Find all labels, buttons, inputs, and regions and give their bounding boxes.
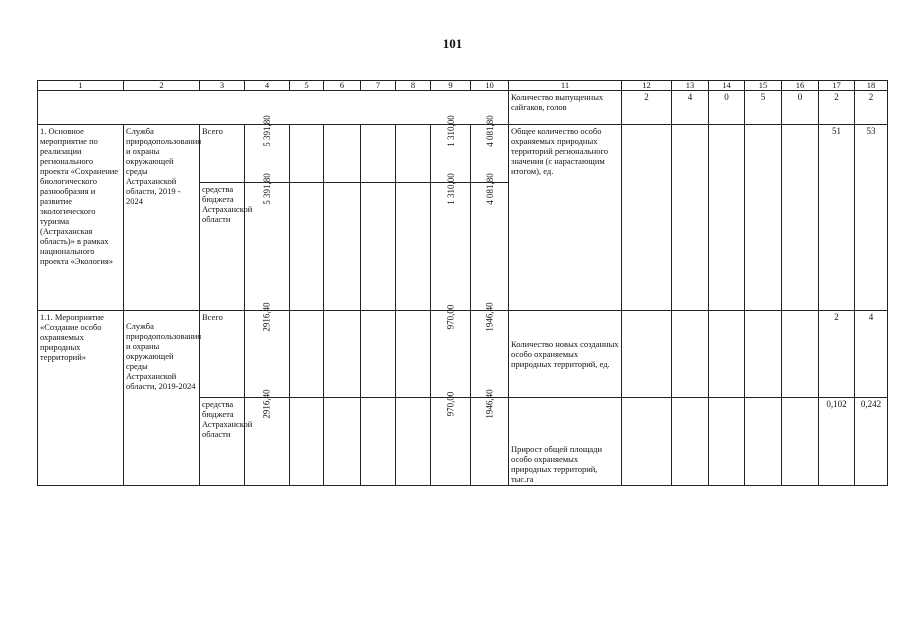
empty-cell <box>396 125 431 183</box>
item1-budget-col9 <box>431 173 471 311</box>
item11-total-col9 <box>431 304 471 398</box>
value-col17: 2 <box>819 91 855 125</box>
empty-cell <box>745 311 782 398</box>
empty-cell <box>324 183 361 311</box>
col-number: 11 <box>509 81 622 91</box>
value-col16: 0 <box>782 91 819 125</box>
item11-a-value-col17: 2 <box>819 311 855 398</box>
col-number: 15 <box>745 81 782 91</box>
col-number: 4 <box>245 81 290 91</box>
amount-text: 970,00 <box>445 304 456 330</box>
value-col18: 2 <box>855 91 888 125</box>
empty-cell <box>745 398 782 486</box>
item11-b-value-col17: 0,102 <box>819 398 855 486</box>
col-number: 9 <box>431 81 471 91</box>
item1-value-col18: 53 <box>855 125 888 311</box>
amount-text: 4 081,80 <box>484 115 495 147</box>
amount-text: 1946,40 <box>484 302 495 332</box>
source-budget: средства бюджета Астраханской области <box>200 183 245 311</box>
col-number: 2 <box>124 81 200 91</box>
col-number: 1 <box>38 81 124 91</box>
col-number: 18 <box>855 81 888 91</box>
col-number: 12 <box>622 81 672 91</box>
source-total: Всего <box>200 125 245 183</box>
amount-text: 5 391,80 <box>262 115 272 147</box>
amount-text: 1 310,00 <box>445 115 456 147</box>
empty-cell <box>290 125 324 183</box>
page-number: 101 <box>442 36 463 51</box>
col-number: 17 <box>819 81 855 91</box>
empty-cell <box>745 125 782 311</box>
empty-cell <box>672 125 709 311</box>
empty-cell <box>396 183 431 311</box>
value-col12: 2 <box>622 91 672 125</box>
item1-title: 1. Основное мероприятие по реализации регионального проекта «Сохранение биологического разнообразия и развитие экологического туризма (Астраханская область)» в рамках национального проекта «Экология» <box>38 125 124 311</box>
empty-cell <box>324 398 361 486</box>
empty-cell <box>290 311 324 398</box>
item1-value-col17: 51 <box>819 125 855 311</box>
indicator-saiga: Количество выпущенных сайгаков, голов <box>509 91 622 125</box>
item11-total-row <box>38 311 888 398</box>
saiga-indicator-row <box>38 91 888 125</box>
item11-total-col10 <box>471 302 509 398</box>
item1-budget-col4 <box>245 173 290 311</box>
empty-cell <box>622 311 672 398</box>
empty-cell <box>782 398 819 486</box>
source-budget: средства бюджета Астраханской области <box>200 398 245 486</box>
amount-text: 5 391,80 <box>262 173 272 205</box>
item1-total-row <box>38 125 888 183</box>
item1-indicator: Общее количество особо охраняемых природных территорий регионального значения (с нарастающим итогом), ед. <box>509 125 622 311</box>
col-number: 10 <box>471 81 509 91</box>
col-number: 5 <box>290 81 324 91</box>
item11-title: 1.1. Мероприятие «Создание особо охраняемых природных территорий» <box>38 311 124 486</box>
item11-executor: Служба природопользования и охраны окружающей среды Астраханской области, 2019-2024 <box>124 311 200 486</box>
empty-cell <box>396 311 431 398</box>
col-number: 13 <box>672 81 709 91</box>
empty-cell <box>709 398 745 486</box>
amount-text: 2916,40 <box>262 389 272 419</box>
value-col15: 5 <box>745 91 782 125</box>
empty-cell <box>324 311 361 398</box>
amount-text: 2916,40 <box>262 302 272 332</box>
empty-cell <box>38 91 509 125</box>
empty-cell <box>361 183 396 311</box>
empty-cell <box>361 125 396 183</box>
col-number: 8 <box>396 81 431 91</box>
item11-budget-col4 <box>245 389 290 486</box>
empty-cell <box>709 125 745 311</box>
empty-cell <box>672 311 709 398</box>
empty-cell <box>709 311 745 398</box>
source-total: Всего <box>200 311 245 398</box>
amount-text: 4 081,80 <box>484 173 495 205</box>
item11-budget-col10 <box>471 389 509 486</box>
amount-text: 1 310,00 <box>445 173 456 205</box>
item11-indicator-area: Прирост общей площади особо охраняемых природных территорий, тыс.га <box>509 398 622 486</box>
column-number-row <box>38 81 888 91</box>
empty-cell <box>361 311 396 398</box>
amount-text: 970,00 <box>445 391 456 417</box>
empty-cell <box>622 125 672 311</box>
program-table <box>37 80 888 486</box>
col-number: 3 <box>200 81 245 91</box>
item11-budget-col9 <box>431 391 471 486</box>
empty-cell <box>361 398 396 486</box>
item11-indicator-new: Количество новых созданных особо охраняемых природных территорий, ед. <box>509 311 622 398</box>
empty-cell <box>324 125 361 183</box>
empty-cell <box>622 398 672 486</box>
col-number: 16 <box>782 81 819 91</box>
item11-a-value-col18: 4 <box>855 311 888 398</box>
empty-cell <box>672 398 709 486</box>
item1-executor: Служба природопользования и охраны окружающей среды Астраханской области, 2019 - 2024 <box>124 125 200 311</box>
item1-budget-col10 <box>471 173 509 311</box>
col-number: 6 <box>324 81 361 91</box>
empty-cell <box>290 398 324 486</box>
item11-total-col4 <box>245 302 290 398</box>
empty-cell <box>396 398 431 486</box>
empty-cell <box>782 125 819 311</box>
item11-b-value-col18: 0,242 <box>855 398 888 486</box>
amount-text: 1946,40 <box>484 389 495 419</box>
empty-cell <box>290 183 324 311</box>
value-col14: 0 <box>709 91 745 125</box>
empty-cell <box>782 311 819 398</box>
value-col13: 4 <box>672 91 709 125</box>
col-number: 14 <box>709 81 745 91</box>
col-number: 7 <box>361 81 396 91</box>
